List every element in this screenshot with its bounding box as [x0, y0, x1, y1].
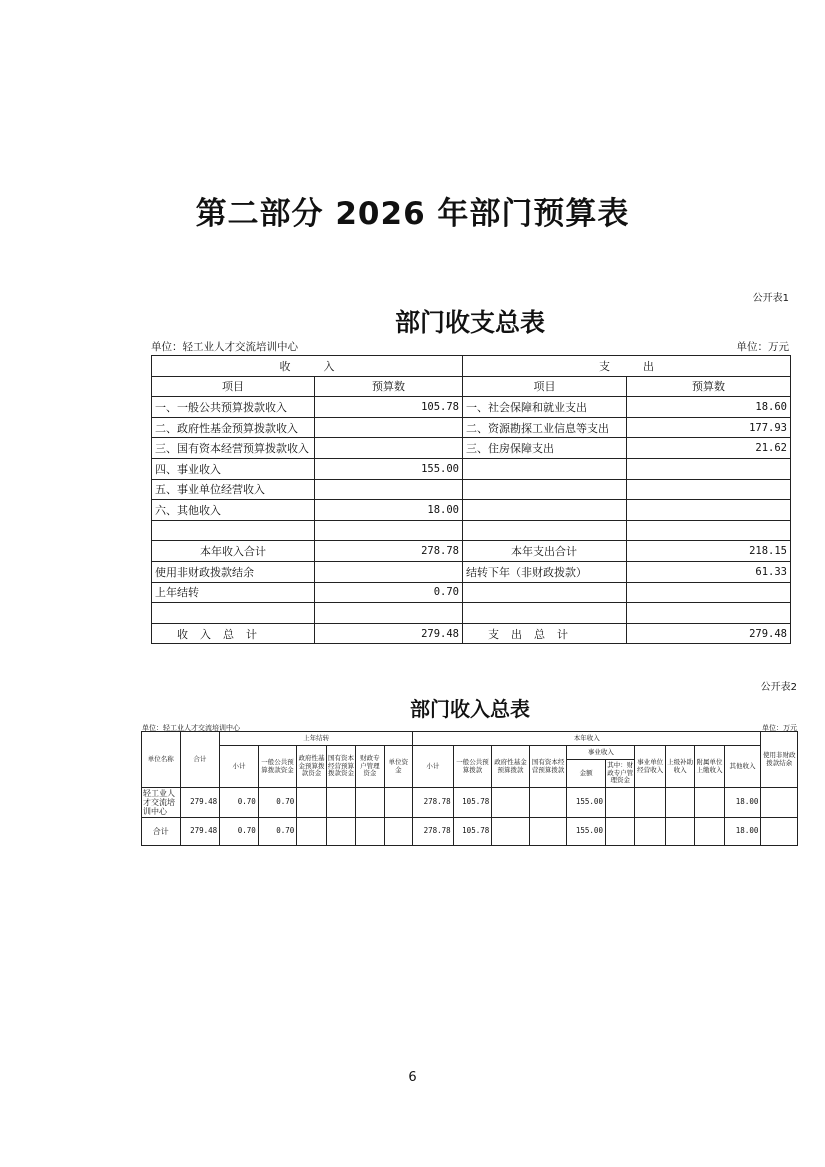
- expense-subtotal-label: 本年支出合计: [463, 541, 627, 562]
- expense-amount-header: 预算数: [627, 376, 791, 397]
- row-total: 279.48: [180, 788, 220, 818]
- income-label: 五、事业单位经营收入: [152, 479, 315, 500]
- row-other: 18.00: [724, 818, 761, 846]
- header-ly-state: 国有资本经营预算拨款资金: [326, 746, 355, 788]
- expense-total-value: 279.48: [627, 623, 791, 644]
- row-empty-cell: [695, 788, 724, 818]
- header-ly-fund: 政府性基金预算拨款资金: [297, 746, 326, 788]
- row-empty-cell: [326, 788, 355, 818]
- income-amount-header: 预算数: [315, 376, 463, 397]
- expense-value: [627, 479, 791, 500]
- row-ty-subtotal: 278.78: [413, 818, 454, 846]
- row-empty-cell: [605, 818, 634, 846]
- table1-unit-currency: 单位：万元: [736, 341, 789, 353]
- header-upper: 上级补助收入: [665, 746, 694, 788]
- row-ly-subtotal: 0.70: [220, 788, 259, 818]
- row-total: 279.48: [180, 818, 220, 846]
- expense-label: [463, 458, 627, 479]
- expense-label: [463, 520, 627, 541]
- income-label: 一、一般公共预算拨款收入: [152, 397, 315, 418]
- header-total: 合计: [180, 732, 220, 788]
- row-ty-general: 105.78: [453, 788, 492, 818]
- table-row: [152, 582, 791, 603]
- table2-title: 部门收入总表: [410, 697, 530, 721]
- row-other: 18.00: [724, 788, 761, 818]
- expense-value: [627, 500, 791, 521]
- income-label: 三、国有资本经营预算拨款收入: [152, 438, 315, 459]
- income-value: [315, 603, 463, 624]
- income-label: [152, 520, 315, 541]
- table1-title: 部门收支总表: [394, 308, 545, 337]
- income-value: [315, 438, 463, 459]
- income-value: 105.78: [315, 397, 463, 418]
- header-career: 事业收入: [567, 746, 635, 760]
- header-other: 其他收入: [724, 746, 761, 788]
- header-ty-state: 国有资本经营预算拨款: [529, 746, 567, 788]
- header-ty-general: 一般公共预算拨款: [453, 746, 492, 788]
- income-summary-table: [141, 731, 798, 846]
- header-ty-fund: 政府性基金预算拨款: [492, 746, 530, 788]
- row-empty-cell: [635, 818, 665, 846]
- expense-group-header: 支 出: [463, 356, 791, 377]
- income-value: 155.00: [315, 458, 463, 479]
- table-row: [152, 500, 791, 521]
- header-career-amount: 金额: [567, 760, 606, 788]
- income-group-header: 收 入: [152, 356, 463, 377]
- row-empty-cell: [665, 818, 694, 846]
- expense-value: [627, 520, 791, 541]
- expense-value: 21.62: [627, 438, 791, 459]
- expense-label: [463, 603, 627, 624]
- expense-value: 61.33: [627, 561, 791, 582]
- table-row: [152, 458, 791, 479]
- header-unit-name: 单位名称: [142, 732, 181, 788]
- income-value: 18.00: [315, 500, 463, 521]
- expense-value: 177.93: [627, 417, 791, 438]
- table-row: [142, 788, 798, 818]
- header-this-year: 本年收入: [413, 732, 761, 746]
- header-last-year: 上年结转: [220, 732, 413, 746]
- expense-value: [627, 603, 791, 624]
- header-ty-subtotal: 小计: [413, 746, 454, 788]
- header-nonfiscal: 使用非财政拨款结余: [761, 732, 798, 788]
- income-value: [315, 561, 463, 582]
- row-ly-general: 0.70: [258, 818, 297, 846]
- income-subtotal-label: 本年收入合计: [152, 541, 315, 562]
- row-empty-cell: [665, 788, 694, 818]
- income-label: 使用非财政拨款结余: [152, 561, 315, 582]
- row-career-amount: 155.00: [567, 818, 606, 846]
- table-row: [152, 520, 791, 541]
- expense-total-label: 支出总计: [463, 623, 627, 644]
- expense-value: [627, 582, 791, 603]
- table1-unit-org: 单位：轻工业人才交流培训中心: [151, 341, 298, 353]
- income-total-label: 收入总计: [152, 623, 315, 644]
- row-empty-cell: [761, 788, 798, 818]
- income-total-value: 279.48: [315, 623, 463, 644]
- expense-value: [627, 458, 791, 479]
- table1-tag: 公开表1: [752, 293, 789, 304]
- header-affil: 附属单位上缴收入: [695, 746, 724, 788]
- income-value: [315, 520, 463, 541]
- income-label: 二、政府性基金预算拨款收入: [152, 417, 315, 438]
- expense-label: [463, 500, 627, 521]
- expense-value: 18.60: [627, 397, 791, 418]
- expense-item-header: 项目: [463, 376, 627, 397]
- income-label: [152, 603, 315, 624]
- table2-tag: 公开表2: [760, 682, 797, 693]
- row-unit-name: 轻工业人才交流培训中心: [142, 788, 181, 818]
- income-value: [315, 479, 463, 500]
- income-label: 六、其他收入: [152, 500, 315, 521]
- income-item-header: 项目: [152, 376, 315, 397]
- expense-label: 结转下年（非财政拨款）: [463, 561, 627, 582]
- row-total-label: 合计: [142, 818, 181, 846]
- expense-label: 三、住房保障支出: [463, 438, 627, 459]
- income-label: 上年结转: [152, 582, 315, 603]
- row-empty-cell: [297, 788, 326, 818]
- header-biz: 事业单位经营收入: [635, 746, 665, 788]
- income-subtotal-value: 278.78: [315, 541, 463, 562]
- header-ly-subtotal: 小计: [220, 746, 259, 788]
- income-value: 0.70: [315, 582, 463, 603]
- row-empty-cell: [356, 818, 384, 846]
- row-empty-cell: [605, 788, 634, 818]
- row-empty-cell: [492, 788, 530, 818]
- header-ly-special: 财政专户管理资金: [356, 746, 384, 788]
- row-empty-cell: [356, 788, 384, 818]
- table2-unit-org: 单位：轻工业人才交流培训中心: [142, 724, 240, 732]
- expense-label: [463, 479, 627, 500]
- subtotal-row: [152, 541, 791, 562]
- row-empty-cell: [529, 818, 567, 846]
- row-empty-cell: [297, 818, 326, 846]
- table-row: [142, 818, 798, 846]
- row-ty-general: 105.78: [453, 818, 492, 846]
- row-empty-cell: [326, 818, 355, 846]
- row-empty-cell: [384, 788, 412, 818]
- header-ly-other: 单位资金: [384, 746, 412, 788]
- header-career-special: 其中：财政专户管理资金: [605, 760, 634, 788]
- table-row: [152, 479, 791, 500]
- row-empty-cell: [492, 818, 530, 846]
- total-row: [152, 623, 791, 644]
- header-ly-general: 一般公共预算拨款资金: [258, 746, 297, 788]
- table-row: [152, 397, 791, 418]
- expense-label: 一、社会保障和就业支出: [463, 397, 627, 418]
- table-row: [152, 603, 791, 624]
- page-title: 第二部分 2026 年部门预算表: [195, 196, 630, 232]
- income-label: 四、事业收入: [152, 458, 315, 479]
- row-ly-subtotal: 0.70: [220, 818, 259, 846]
- row-empty-cell: [761, 818, 798, 846]
- table-row: [152, 417, 791, 438]
- expense-label: 二、资源勘探工业信息等支出: [463, 417, 627, 438]
- table-row: [152, 438, 791, 459]
- table2-unit-currency: 单位：万元: [762, 724, 797, 732]
- row-empty-cell: [529, 788, 567, 818]
- income-value: [315, 417, 463, 438]
- budget-summary-table: [151, 355, 791, 644]
- row-empty-cell: [695, 818, 724, 846]
- page-number: 6: [408, 1070, 417, 1085]
- row-empty-cell: [635, 788, 665, 818]
- row-career-amount: 155.00: [567, 788, 606, 818]
- expense-subtotal-value: 218.15: [627, 541, 791, 562]
- table-row: [152, 561, 791, 582]
- expense-label: [463, 582, 627, 603]
- row-ty-subtotal: 278.78: [413, 788, 454, 818]
- row-ly-general: 0.70: [258, 788, 297, 818]
- row-empty-cell: [384, 818, 412, 846]
